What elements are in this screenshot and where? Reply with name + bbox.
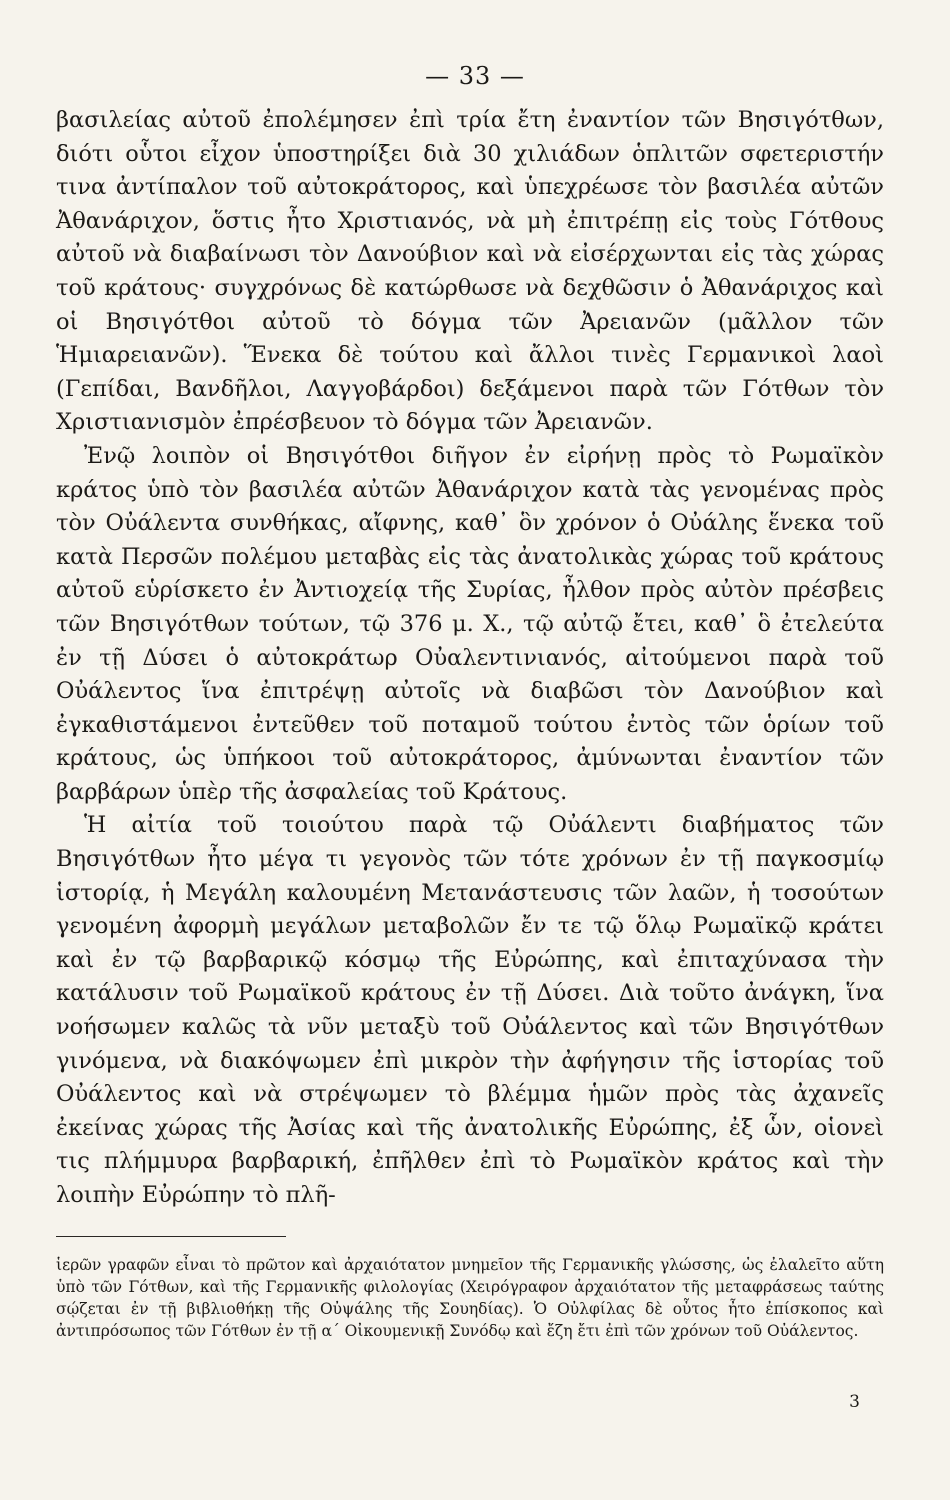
signature-mark: 3 <box>849 1392 860 1412</box>
paragraph-2: Ἐνῷ λοιπὸν οἱ Βησιγότθοι διῆγον ἐν εἰρήνῃ πρὸς τὸ Ρωμαϊκὸν κράτος ὑπὸ τὸν βασιλέα αὐτῶν Ἀθανάριχον κατὰ τὰς γενομένας πρὸς τὸν Οὐάλεντα συνθήκας, αἴφνης, καθ᾽ ὃν χρόνον ὁ Οὐάλης ἕνεκα τοῦ κατὰ Περσῶν πολέμου μεταβὰς εἰς τὰς ἀνατολικὰς χώρας τοῦ κράτους αὐτοῦ εὑρίσκετο ἐν Ἀντιοχείᾳ τῆς Συρίας, ἦλθον πρὸς αὐτὸν πρέσβεις τῶν Βησιγότθων τούτων, τῷ 376 μ. Χ., τῷ αὐτῷ ἔτει, καθ᾽ ὃ ἐτελεύτα ἐν τῇ Δύσει ὁ αὐτοκράτωρ Οὐαλεντινιανός, αἰτούμενοι παρὰ τοῦ Οὐάλεντος ἵνα ἐπιτρέψῃ αὐτοῖς νὰ διαβῶσι τὸν Δανούβιον καὶ ἐγκαθιστάμενοι ἐντεῦθεν τοῦ ποταμοῦ τούτου ἐντὸς τῶν ὁρίων τοῦ κράτους, ὡς ὑπήκοοι τοῦ αὐτοκράτορος, ἀμύνωνται ἐναντίον τῶν βαρβάρων ὑπὲρ τῆς ἀσφαλείας τοῦ Κράτους. <box>56 442 884 805</box>
footnote: ἱερῶν γραφῶν εἶναι τὸ πρῶτον καὶ ἀρχαιότατον μνημεῖον τῆς Γερμανικῆς γλώσσης, ὡς ἐλαλεῖτο αὕτη ὑπὸ τῶν Γότθων, καὶ τῆς Γερμανικῆς φιλολογίας (Χειρόγραφον ἀρχαιότατον τῆς μεταφράσεως ταύτης σῴζεται ἐν τῇ βιβλιοθήκῃ τῆς Οὐψάλης τῆς Σουηδίας). Ὁ Οὐλφίλας δὲ οὗτος ἦτο ἐπίσκοπος καὶ ἀντιπρόσωπος τῶν Γότθων ἐν τῇ α´ Οἰκουμενικῇ Συνόδῳ καὶ ἔζη ἔτι ἐπὶ τῶν χρόνων τοῦ Οὐάλεντος. <box>56 1256 884 1340</box>
main-text <box>56 104 884 1213</box>
paragraph-1: βασιλείας αὐτοῦ ἐπολέμησεν ἐπὶ τρία ἔτη ἐναντίον τῶν Βησιγότθων, διότι οὗτοι εἶχον ὑποστηρίξει διὰ 30 χιλιάδων ὁπλιτῶν σφετεριστήν τινα ἀντίπαλον τοῦ αὐτοκράτορος, καὶ ὑπεχρέωσε τὸν βασιλέα αὐτῶν Ἀθανάριχον, ὅστις ἦτο Χριστιανός, νὰ μὴ ἐπιτρέπῃ εἰς τοὺς Γότθους αὐτοῦ νὰ διαβαίνωσι τὸν Δανούβιον καὶ νὰ εἰσέρχωνται εἰς τὰς χώρας τοῦ κράτους· συγχρόνως δὲ κατώρθωσε νὰ δεχθῶσιν ὁ Ἀθανάριχος καὶ οἱ Βησιγότθοι αὐτοῦ τὸ δόγμα τῶν Ἀρειανῶν (μᾶλλον τῶν Ἡμιαρειανῶν). Ἕνεκα δὲ τούτου καὶ ἄλλοι τινὲς Γερμανικοὶ λαοὶ (Γεπίδαι, Βανδῆλοι, Λαγγοβάρδοι) δεξάμενοι παρὰ τῶν Γότθων τὸν Χριστιανισμὸν ἐπρέσβευον τὸ δόγμα τῶν Ἀρειανῶν. <box>56 107 884 436</box>
paragraph-3: Ἡ αἰτία τοῦ τοιούτου παρὰ τῷ Οὐάλεντι διαβήματος τῶν Βησιγότθων ἦτο μέγα τι γεγονὸς τῶν τότε χρόνων ἐν τῇ παγκοσμίῳ ἱστορίᾳ, ἡ Μεγάλη καλουμένη Μετανάστευσις τῶν λαῶν, ἡ τοσούτων γενομένη ἀφορμὴ μεγάλων μεταβολῶν ἔν τε τῷ ὅλῳ Ρωμαϊκῷ κράτει καὶ ἐν τῷ βαρβαρικῷ κόσμῳ τῆς Εὐρώπης, καὶ ἐπιταχύνασα τὴν κατάλυσιν τοῦ Ρωμαϊκοῦ κράτους ἐν τῇ Δύσει. Διὰ τοῦτο ἀνάγκη, ἵνα νοήσωμεν καλῶς τὰ νῦν μεταξὺ τοῦ Οὐάλεντος καὶ τῶν Βησιγότθων γινόμενα, νὰ διακόψωμεν ἐπὶ μικρὸν τὴν ἀφήγησιν τῆς ἱστορίας τοῦ Οὐάλεντος καὶ νὰ στρέψωμεν τὸ βλέμμα ἡμῶν πρὸς τὰς ἀχανεῖς ἐκείνας χώρας τῆς Ἀσίας καὶ τῆς ἀνατολικῆς Εὐρώπης, ἐξ ὧν, οἱονεὶ τις πλήμμυρα βαρβαρική, ἐπῆλθεν ἐπὶ τὸ Ρωμαϊκὸν κράτος καὶ τὴν λοιπὴν Εὐρώπην τὸ πλῆ- <box>56 812 884 1208</box>
footnote-divider <box>56 1236 286 1237</box>
page-number-header: — 33 — <box>425 62 525 90</box>
